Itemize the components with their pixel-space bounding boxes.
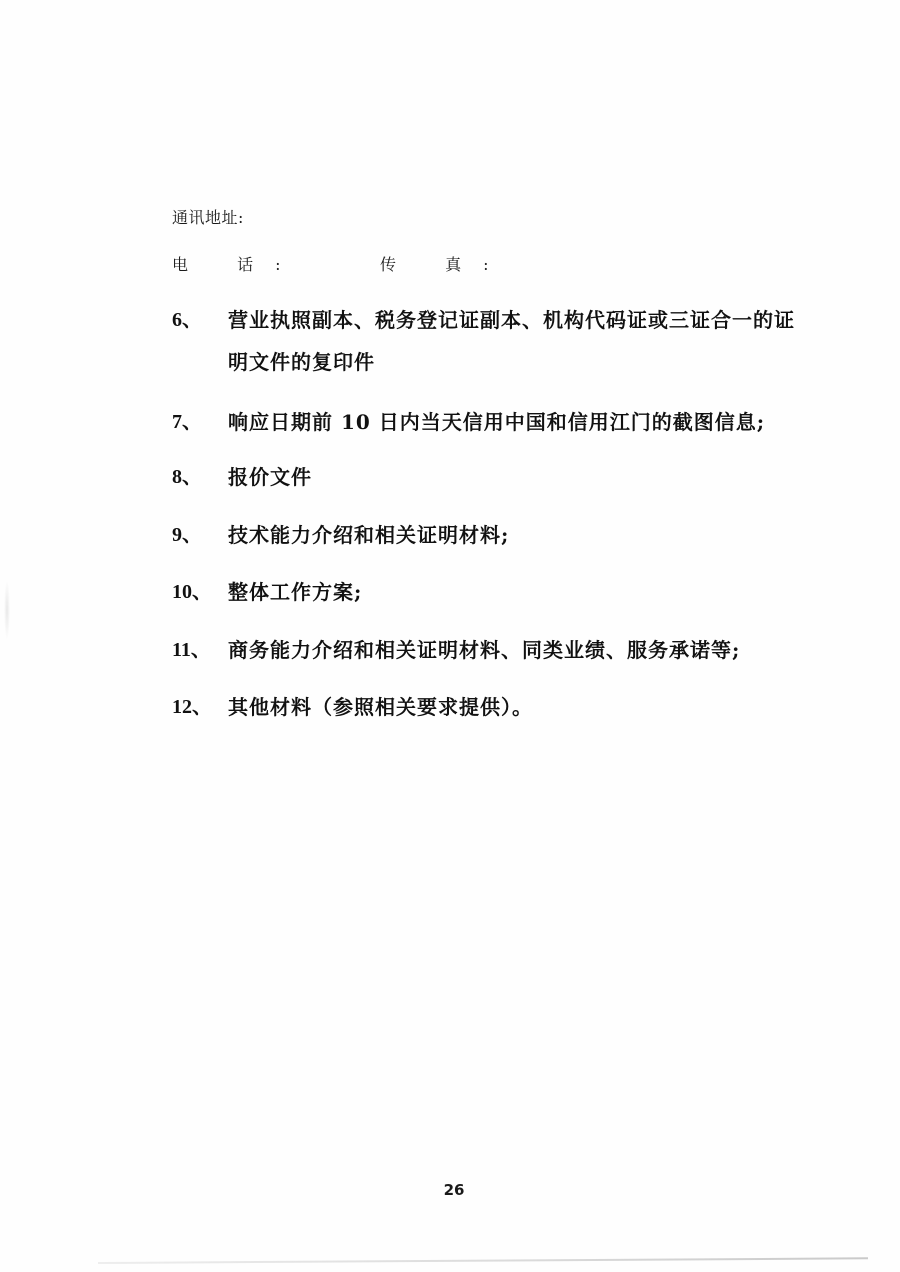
fax-label: 传 真:: [380, 255, 511, 274]
item-text: 营业执照副本、税务登记证副本、机构代码证或三证合一的证: [228, 308, 795, 332]
item-number: 11、: [172, 639, 211, 661]
item-number: 10、: [172, 581, 212, 603]
item-number: 7、: [172, 411, 202, 433]
item-text: 技术能力介绍和相关证明材料;: [228, 523, 510, 547]
address-line: [172, 205, 244, 228]
item-text: 响应日期前 10 日内当天信用中国和信用江门的截图信息;: [228, 410, 766, 434]
item-text: 其他材料（参照相关要求提供）。: [228, 695, 533, 719]
page-number: 26: [443, 1181, 465, 1199]
phone-label: 电 话:: [172, 255, 303, 274]
item-text: 报价文件: [228, 465, 312, 489]
address-label: 通讯地址:: [172, 208, 244, 227]
item-text-continuation: 明文件的复印件: [228, 350, 375, 374]
item-text: 商务能力介绍和相关证明材料、同类业绩、服务承诺等;: [228, 638, 741, 662]
item-number: 8、: [172, 466, 202, 488]
scan-artifact: [4, 580, 10, 640]
scan-edge-line: [98, 1257, 868, 1264]
item-text: 整体工作方案;: [228, 580, 363, 604]
item-number: 9、: [172, 524, 202, 546]
item-number: 6、: [172, 309, 202, 331]
item-number: 12、: [172, 696, 212, 718]
phone-fax-line: [172, 252, 511, 275]
